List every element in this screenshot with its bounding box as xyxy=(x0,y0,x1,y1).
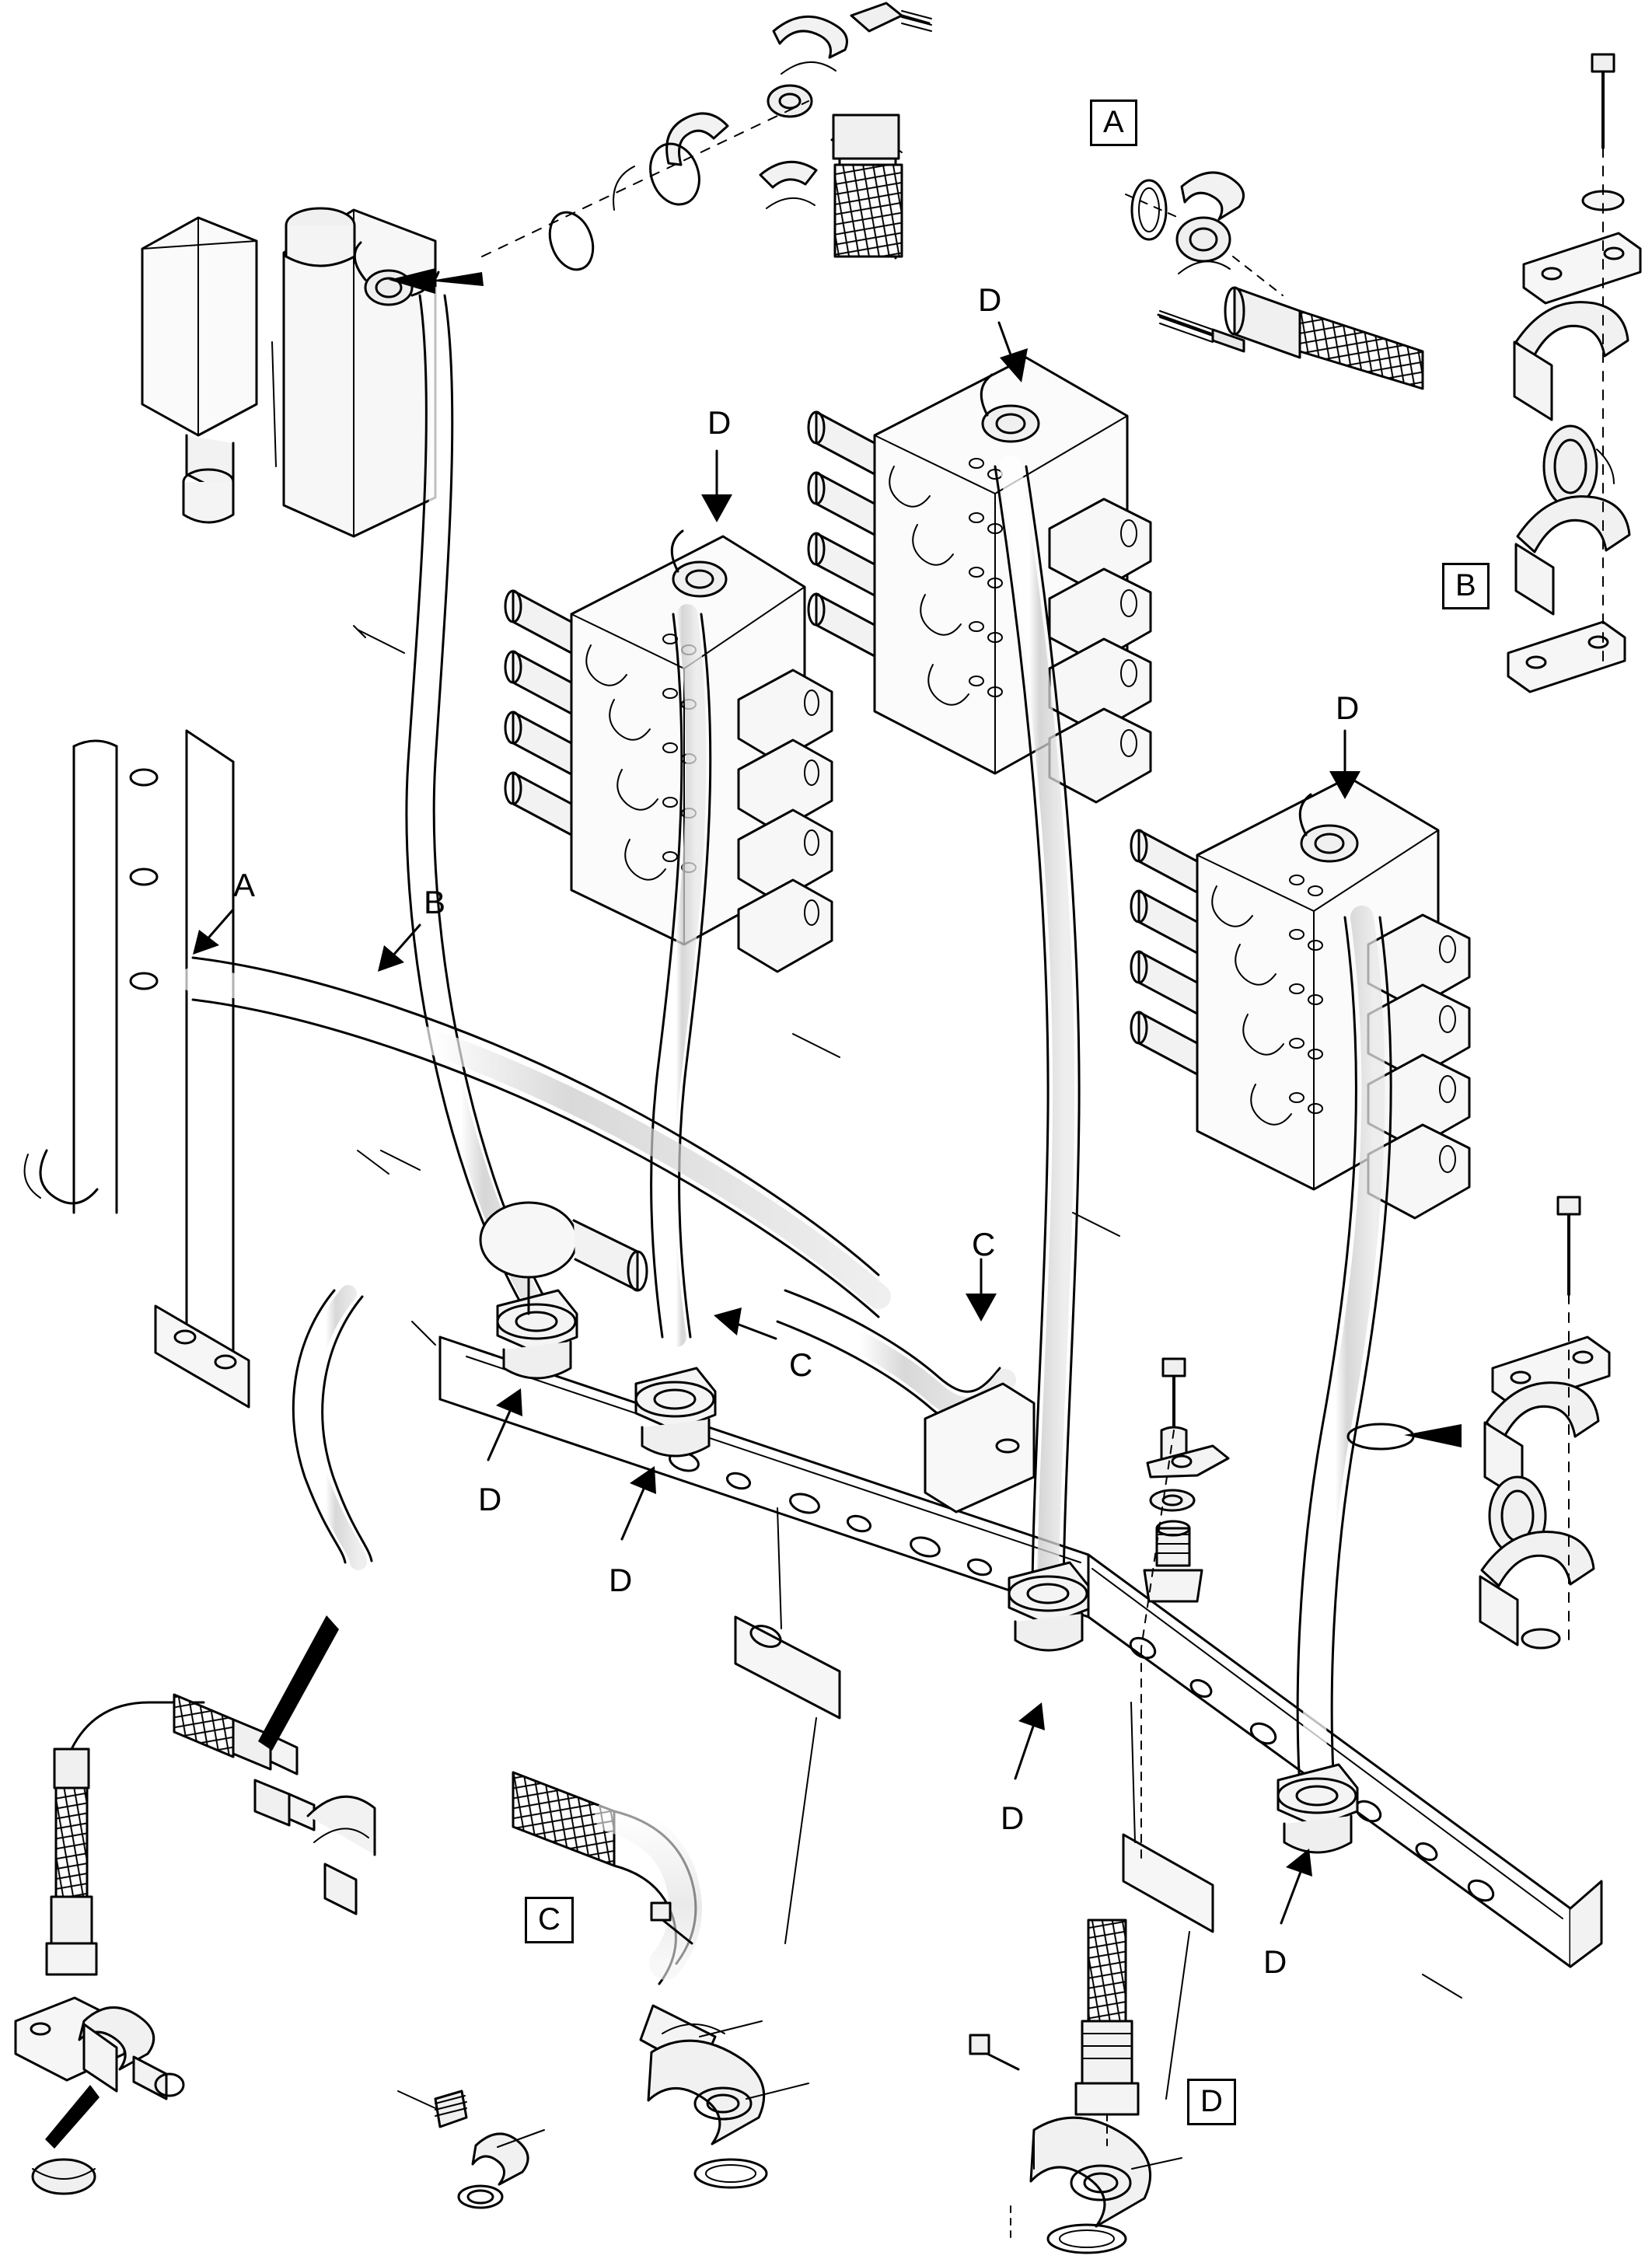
callout-d-bank-center: D xyxy=(978,281,1002,318)
callout-b-left: B xyxy=(424,884,446,920)
detail-d-assembly xyxy=(970,1920,1182,2253)
detail-lower-right-clamp xyxy=(1348,1197,1609,1648)
valve-bank-center xyxy=(809,358,1151,802)
detail-label-d: D xyxy=(1187,2079,1236,2125)
detail-b-assembly xyxy=(1508,54,1640,692)
callout-d-rail-2: D xyxy=(609,1562,633,1598)
callout-c-right: C xyxy=(972,1226,996,1262)
detail-c-assembly xyxy=(398,1772,809,2208)
detail-top-left xyxy=(389,3,931,294)
valve-bank-right xyxy=(1131,777,1469,1218)
detail-a-assembly xyxy=(1126,173,1423,389)
callout-c-center: C xyxy=(789,1346,813,1383)
valve-bank-left xyxy=(505,531,832,972)
callout-a-left: A xyxy=(233,867,256,903)
callout-d-rail-1: D xyxy=(478,1481,502,1517)
detail-label-b: B xyxy=(1442,563,1490,609)
detail-bottom-left-hose xyxy=(16,1615,375,2194)
pump-block-assembly xyxy=(142,208,438,637)
callout-d-bank-left: D xyxy=(707,404,732,441)
callout-d-rail-4: D xyxy=(1263,1943,1287,1980)
detail-label-c: C xyxy=(525,1897,574,1943)
callout-d-bank-right: D xyxy=(1336,690,1360,726)
callout-d-rail-3: D xyxy=(1001,1800,1025,1836)
detail-label-a: A xyxy=(1090,100,1137,146)
